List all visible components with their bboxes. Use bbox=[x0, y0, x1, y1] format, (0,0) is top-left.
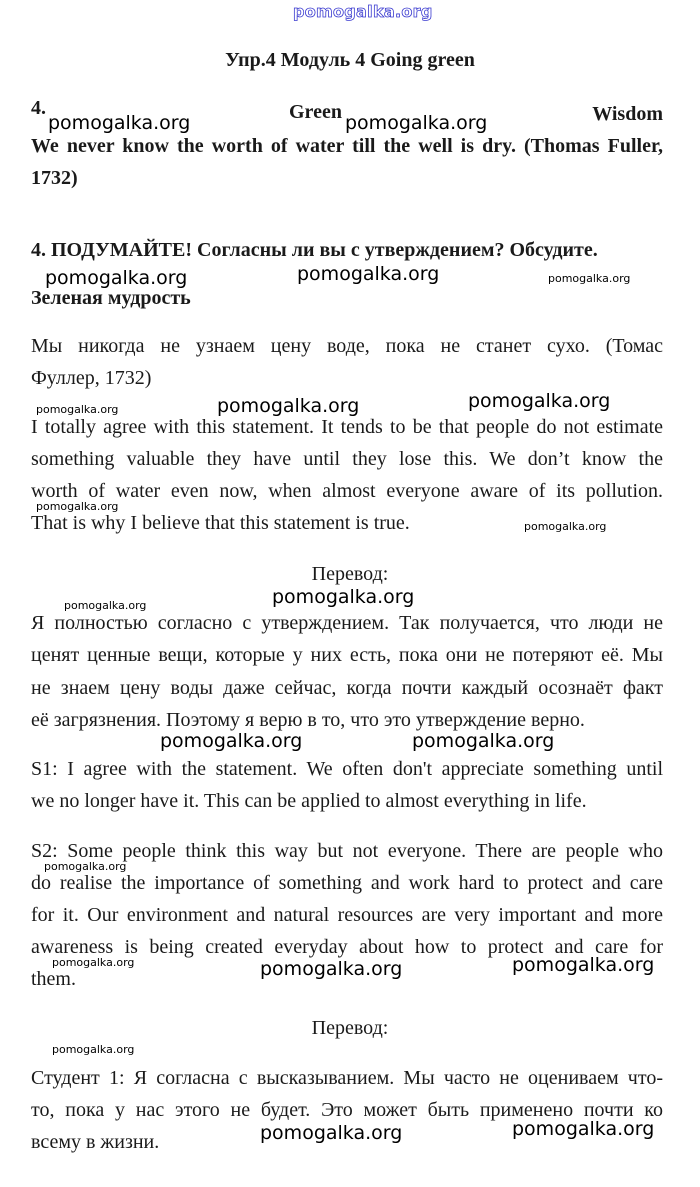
quote-ru-line: Фуллер, 1732) bbox=[31, 367, 152, 389]
answer-ru-line: ценят ценные вещи, которые у них есть, пока они не потеряют её. Мы bbox=[31, 644, 663, 666]
s2-line: awareness is being created everyday about how to protect and care for bbox=[31, 936, 663, 958]
s2-line: do realise the importance of something and work hard to protect and care bbox=[31, 872, 663, 894]
answer-en-line: I totally agree with this statement. It tends to be that people do not estimate bbox=[31, 416, 663, 438]
watermark: pomogalka.org bbox=[48, 112, 191, 134]
answer-ru-line: Я полностью согласно с утверждением. Так получается, что люди не bbox=[31, 612, 663, 634]
watermark: pomogalka.org bbox=[412, 730, 555, 752]
watermark: pomogalka.org bbox=[36, 500, 119, 513]
page-title: Упр.4 Модуль 4 Going green bbox=[225, 49, 475, 71]
translation-label: Перевод: bbox=[311, 563, 389, 585]
answer-ru-line: не знаем цену воды даже сейчас, когда почти каждый осознаёт факт bbox=[31, 677, 663, 699]
watermark: pomogalka.org bbox=[260, 958, 403, 980]
s1-line: S1: I agree with the statement. We often don't appreciate something until bbox=[31, 758, 663, 780]
s1-line: we no longer have it. This can be applied to almost everything in life. bbox=[31, 790, 587, 812]
answer-en-line: worth of water even now, when almost everyone aware of its pollution. bbox=[31, 480, 663, 502]
answer-ru-line: её загрязнения. Поэтому я верю в то, что это утверждение верно. bbox=[31, 709, 585, 731]
watermark: pomogalka.org bbox=[160, 730, 303, 752]
quote-line: We never know the worth of water till the well is dry. (Thomas Fuller, bbox=[31, 135, 663, 157]
quote-ru-line: Мы никогда не узнаем цену воде, пока не станет сухо. (Томас bbox=[31, 335, 663, 357]
heading-green: Green bbox=[289, 101, 342, 123]
answer-en-line: something valuable they have until they lose this. We don’t know the bbox=[31, 448, 663, 470]
watermark: pomogalka.org bbox=[272, 586, 415, 608]
watermark: pomogalka.org bbox=[468, 390, 611, 412]
watermark: pomogalka.org bbox=[293, 2, 433, 21]
watermark: pomogalka.org bbox=[260, 1122, 403, 1144]
s2-line: them. bbox=[31, 968, 76, 990]
task-number: 4. bbox=[31, 97, 46, 119]
watermark: pomogalka.org bbox=[512, 954, 655, 976]
watermark: pomogalka.org bbox=[524, 520, 607, 533]
watermark: pomogalka.org bbox=[297, 263, 440, 285]
watermark: pomogalka.org bbox=[52, 1043, 135, 1056]
watermark: pomogalka.org bbox=[512, 1118, 655, 1140]
translation-label-2: Перевод: bbox=[311, 1017, 389, 1039]
quote-line: 1732) bbox=[31, 167, 78, 189]
heading-wisdom: Wisdom bbox=[592, 103, 663, 125]
s2-line: S2: Some people think this way but not everyone. There are people who bbox=[31, 840, 663, 862]
watermark: pomogalka.org bbox=[345, 112, 488, 134]
watermark: pomogalka.org bbox=[64, 599, 147, 612]
task-ru-heading: 4. ПОДУМАЙТЕ! Согласны ли вы с утверждением? Обсудите. bbox=[31, 239, 598, 261]
watermark: pomogalka.org bbox=[44, 860, 127, 873]
answer-en-line: That is why I believe that this statement is true. bbox=[31, 512, 410, 534]
watermark: pomogalka.org bbox=[217, 395, 360, 417]
watermark: pomogalka.org bbox=[548, 272, 631, 285]
watermark: pomogalka.org bbox=[52, 956, 135, 969]
watermark: pomogalka.org bbox=[45, 267, 188, 289]
s2-line: for it. Our environment and natural resources are very important and more bbox=[31, 904, 663, 926]
student1-line: всему в жизни. bbox=[31, 1131, 160, 1153]
watermark: pomogalka.org bbox=[36, 403, 119, 416]
task-ru-subheading: Зеленая мудрость bbox=[31, 287, 191, 309]
student1-line: то, пока у нас этого не будет. Это может быть применено почти ко bbox=[31, 1099, 663, 1121]
student1-line: Студент 1: Я согласна с высказыванием. Мы часто не оцениваем что- bbox=[31, 1067, 663, 1089]
